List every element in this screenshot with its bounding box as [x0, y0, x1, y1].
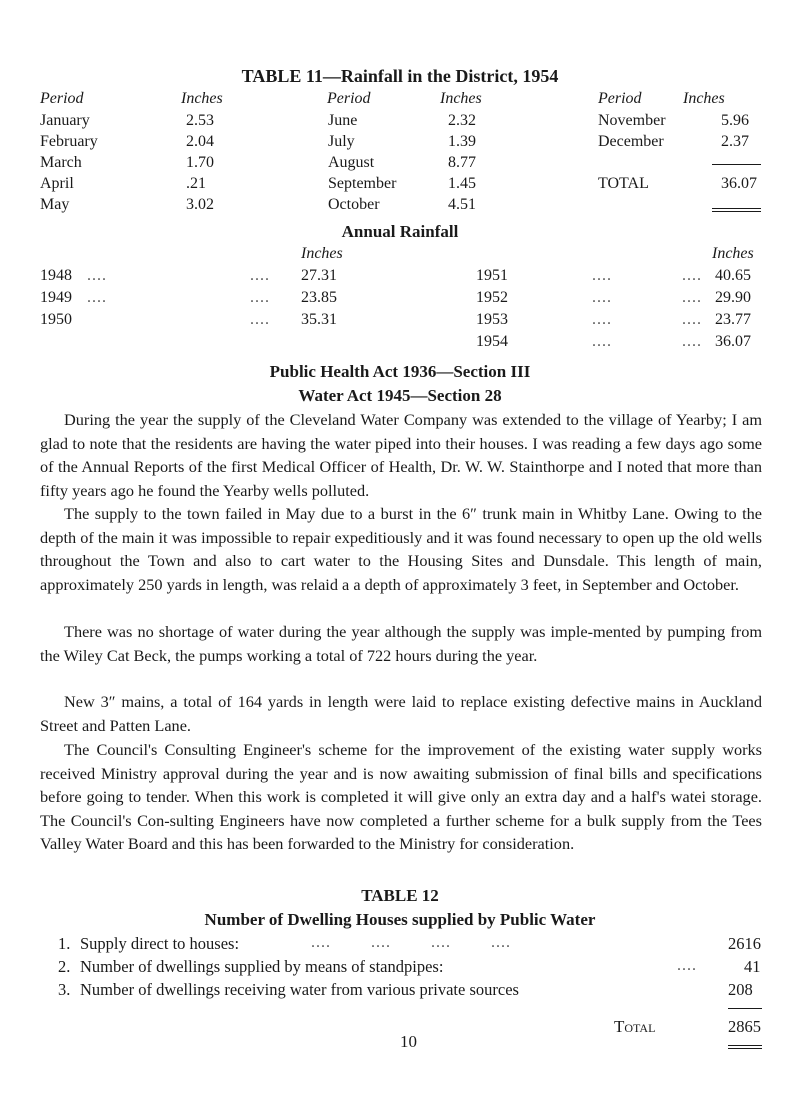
table12-subtitle: Number of Dwelling Houses supplied by Public Water [204, 910, 596, 929]
annual-value: 36.07 [715, 333, 751, 350]
annual-value: 40.65 [715, 267, 751, 284]
leader-dots: .... [87, 267, 107, 284]
leader-dots: .... [682, 311, 702, 328]
act-heading-1: Public Health Act 1936—Section III [269, 362, 531, 381]
table11-title: TABLE 11—Rainfall in the District, 1954 [241, 66, 559, 86]
leader-dots: .... [592, 311, 612, 328]
body-paragraph: The supply to the town failed in May due to a burst in the 6″ trunk main in Whitby Lane. Owing to the depth of the main it was impossible to repair expeditiously and it was found necessary to open up the old wells throughout the Town and also to cart water to the Housing Sites and Dunsdale. This length of main, approximately 250 yards in length, was relaid a a depth of approximately 3 feet, in September and October. [40, 504, 762, 594]
table12-total-value: 2865 [728, 1017, 761, 1036]
leader-dots: .... [250, 289, 270, 306]
table12-row-value: 208 [728, 980, 753, 999]
rain-month: March [40, 154, 82, 171]
annual-rainfall-title: Annual Rainfall [341, 222, 459, 241]
table11-header-inches-1: Inches [181, 90, 223, 107]
table12-row-number: 2. [58, 957, 71, 976]
table12-row-value: 2616 [728, 934, 761, 953]
rain-value: 2.32 [448, 112, 476, 129]
rain-month: November [598, 112, 666, 129]
leader-dots: .... .... .... .... [311, 934, 511, 951]
leader-dots: .... [250, 267, 270, 284]
body-paragraph: New 3″ mains, a total of 164 yards in length were laid to replace existing defective mains in Auckland Street and Patten Lane. [40, 692, 762, 735]
total-double-rule [712, 208, 761, 212]
rain-value: 1.45 [448, 175, 476, 192]
leader-dots: .... [592, 267, 612, 284]
body-paragraph: During the year the supply of the Cleveland Water Company was extended to the village of Yearby; I am glad to note that the residents are having the water piped into their houses. I was reading a few days ago some of the Annual Reports of the first Medical Officer of Health, Dr. W. W. Stainthorpe and I noted that more than fifty years ago he found the Yearby wells polluted. [40, 410, 762, 500]
rain-value: 8.77 [448, 154, 476, 171]
annual-year: 1951 [476, 267, 508, 284]
table12-row-value: 41 [744, 957, 761, 976]
rain-month: May [40, 196, 70, 213]
annual-year: 1950 [40, 311, 72, 328]
rain-month: September [328, 175, 397, 192]
rain-month: February [40, 133, 98, 150]
leader-dots: .... [87, 289, 107, 306]
annual-year: 1954 [476, 333, 508, 350]
rain-value: 2.53 [186, 112, 214, 129]
rain-month: June [328, 112, 358, 129]
table12-row-number: 1. [58, 934, 71, 953]
leader-dots: .... [682, 289, 702, 306]
rain-value: .21 [186, 175, 206, 192]
table12-row-number: 3. [58, 980, 71, 999]
leader-dots: .... [682, 333, 702, 350]
act-heading-2: Water Act 1945—Section 28 [298, 386, 502, 405]
annual-value: 23.77 [715, 311, 751, 328]
annual-value: 27.31 [301, 267, 337, 284]
annual-year: 1952 [476, 289, 508, 306]
table12-subtotal-rule [728, 1008, 762, 1009]
page-number: 10 [400, 1032, 417, 1051]
rain-value: 2.37 [721, 133, 749, 150]
table11-header-period-1: Period [40, 90, 84, 107]
annual-value: 23.85 [301, 289, 337, 306]
leader-dots: .... [677, 957, 697, 974]
table12-row-label: Number of dwellings supplied by means of standpipes: [80, 957, 444, 976]
rain-value: 5.96 [721, 112, 749, 129]
rain-month: August [328, 154, 375, 171]
rain-value: 3.02 [186, 196, 214, 213]
annual-year: 1948 [40, 267, 72, 284]
rain-total-value: 36.07 [721, 175, 757, 192]
rain-value: 1.70 [186, 154, 214, 171]
rain-month: July [328, 133, 355, 150]
table11-header-period-3: Period [598, 90, 642, 107]
rain-value: 2.04 [186, 133, 214, 150]
table12-total-label: Total [614, 1017, 656, 1036]
annual-year: 1949 [40, 289, 72, 306]
leader-dots: .... [682, 267, 702, 284]
rain-value: 1.39 [448, 133, 476, 150]
body-paragraph: The Council's Consulting Engineer's scheme for the improvement of the existing water supply works received Ministry approval during the year and is now awaiting submission of final bills and specifications before going to tender. When this work is completed it will give only an extra day and a half's watei storage. The Council's Con-sulting Engineers have now completed a further scheme for a bulk supply from the Tees Valley Water Board and this has been forwarded to the Ministry for consideration. [40, 740, 762, 854]
rain-month: April [40, 175, 74, 192]
table12-row-label: Number of dwellings receiving water from various private sources [80, 980, 519, 999]
table12-title: TABLE 12 [361, 886, 439, 905]
leader-dots: .... [592, 289, 612, 306]
leader-dots: .... [250, 311, 270, 328]
subtotal-rule [712, 164, 761, 165]
table11-header-inches-3: Inches [683, 90, 725, 107]
annual-header-inches-left: Inches [301, 245, 343, 262]
annual-value: 35.31 [301, 311, 337, 328]
rain-month: December [598, 133, 664, 150]
rain-value: 4.51 [448, 196, 476, 213]
table11-header-inches-2: Inches [440, 90, 482, 107]
rain-month: October [328, 196, 380, 213]
table11-header-period-2: Period [327, 90, 371, 107]
annual-header-inches-right: Inches [712, 245, 754, 262]
annual-value: 29.90 [715, 289, 751, 306]
rain-month: January [40, 112, 90, 129]
table12-row-label: Supply direct to houses: [80, 934, 240, 953]
rain-total-label: TOTAL [598, 175, 649, 192]
annual-year: 1953 [476, 311, 508, 328]
body-paragraph: There was no shortage of water during the year although the supply was imple-mented by pumping from the Wiley Cat Beck, the pumps working a total of 722 hours during the year. [40, 622, 762, 665]
table12-total-double-rule [728, 1045, 762, 1049]
leader-dots: .... [592, 333, 612, 350]
